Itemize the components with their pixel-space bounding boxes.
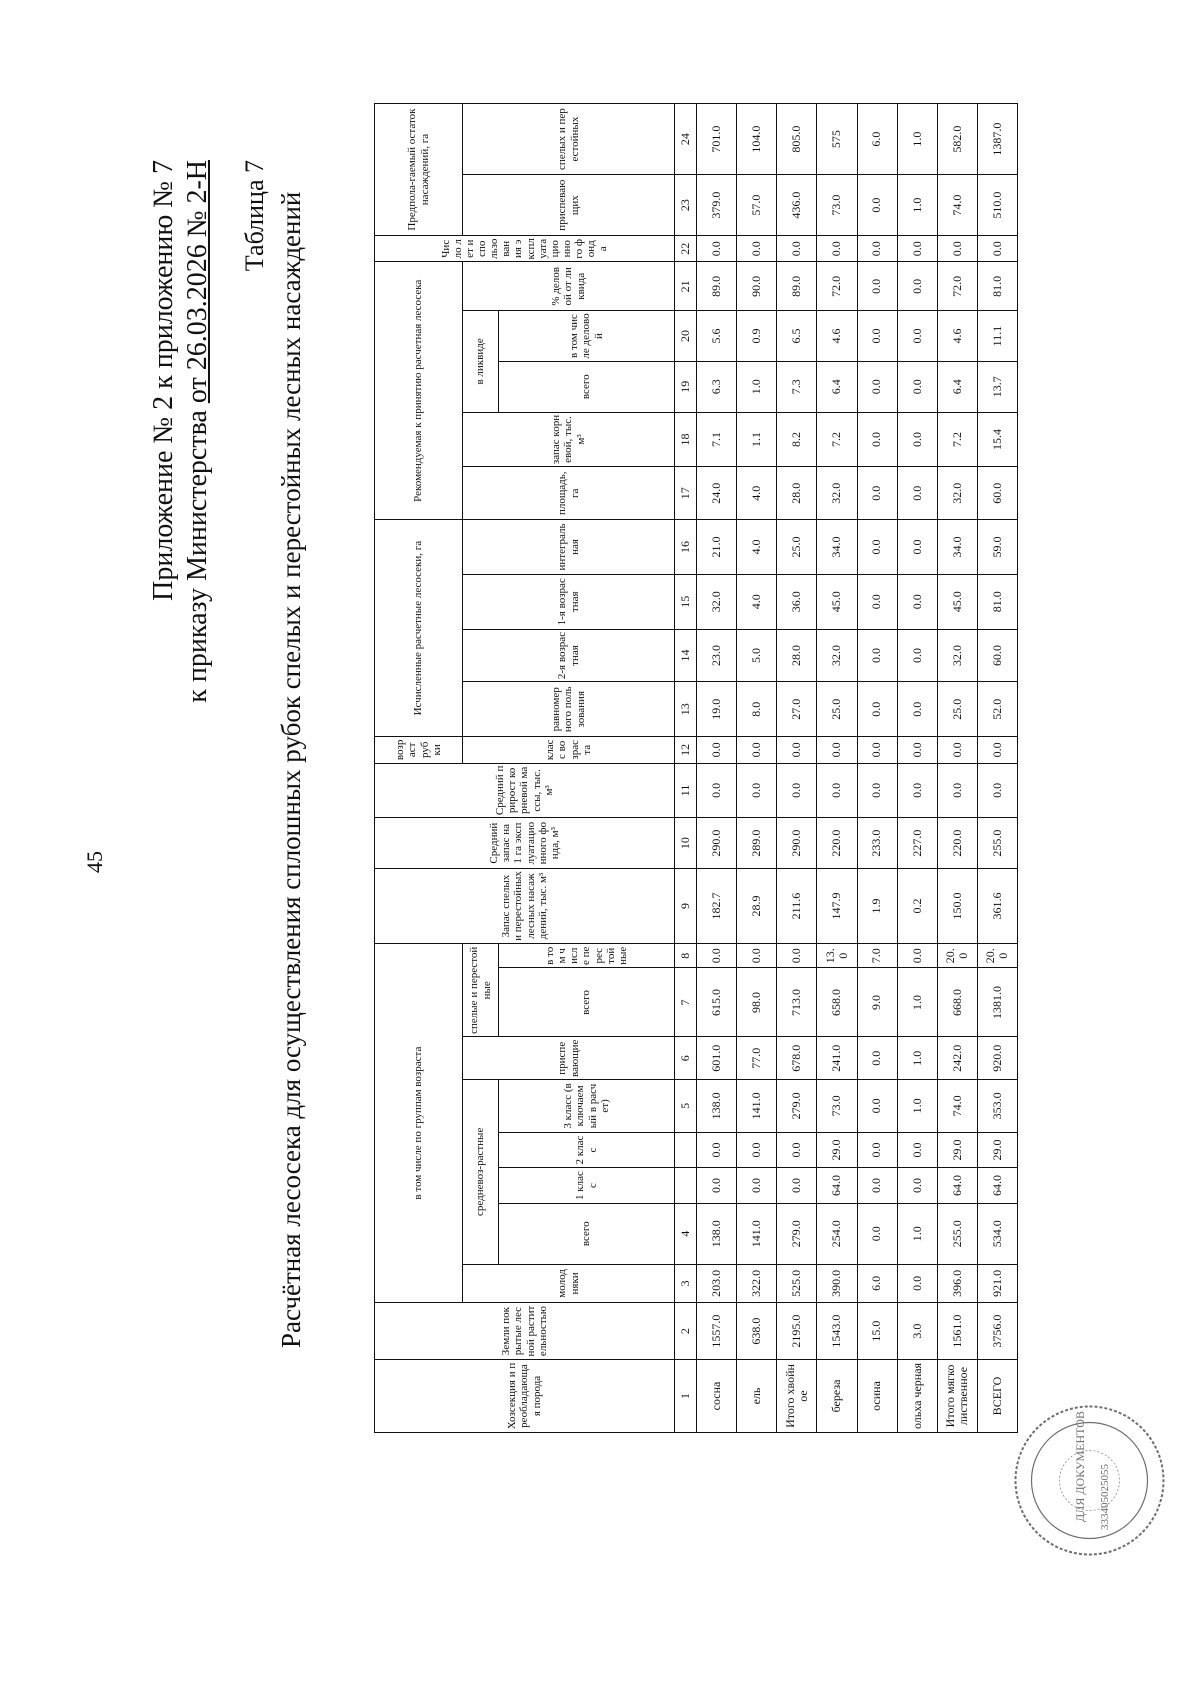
table-cell: 13.0 <box>817 944 857 968</box>
table-cell: 182.7 <box>697 869 737 944</box>
header-liquid-all: всего <box>499 361 675 412</box>
table-cell: 0.0 <box>857 1037 897 1080</box>
table-cell: 7.0 <box>857 944 897 968</box>
table-cell: 0.0 <box>857 262 897 311</box>
table-cell: 0.0 <box>897 944 937 968</box>
table-cell: 0.0 <box>857 412 897 467</box>
table-cell: 150.0 <box>937 869 977 944</box>
table-cell: 1.0 <box>897 968 937 1037</box>
table-cell: 7.2 <box>937 412 977 467</box>
column-number: 5 <box>675 1080 697 1133</box>
table-cell: 8.2 <box>777 412 817 467</box>
header-premature: приспевающие <box>463 1037 675 1080</box>
table-cell: 1381.0 <box>977 968 1017 1037</box>
table-cell: 353.0 <box>977 1080 1017 1133</box>
table-cell: 20.0 <box>937 944 977 968</box>
table-cell: 64.0 <box>937 1168 977 1204</box>
table-cell: 1561.0 <box>937 1303 977 1360</box>
table-cell: 32.0 <box>697 574 737 629</box>
table-cell: 678.0 <box>777 1037 817 1080</box>
table-cell: 0.0 <box>897 311 937 362</box>
table-cell: 575 <box>817 104 857 175</box>
table-cell: 0.0 <box>897 737 937 763</box>
table-cell: 64.0 <box>977 1168 1017 1204</box>
table-cell: 0.0 <box>857 175 897 236</box>
table-cell: 0.0 <box>697 236 737 262</box>
species-label: ольха черная <box>897 1359 937 1432</box>
table-cell: 32.0 <box>937 629 977 682</box>
column-number: 24 <box>675 104 697 175</box>
species-label: Итого хвойное <box>777 1359 817 1432</box>
table-cell: 15.0 <box>857 1303 897 1360</box>
table-cell: 19.0 <box>697 682 737 737</box>
header-middle-all: всего <box>499 1203 675 1264</box>
species-label: береза <box>817 1359 857 1432</box>
table-cell: 36.0 <box>777 574 817 629</box>
table-row <box>937 104 977 1433</box>
table-cell: 436.0 <box>777 175 817 236</box>
table-cell: 24.0 <box>697 467 737 520</box>
column-number: 15 <box>675 574 697 629</box>
header-middle-class2: 2 класс <box>499 1132 675 1168</box>
column-number: 17 <box>675 467 697 520</box>
header-avg-growth: Средний прирост корневой массы, тыс. м³ <box>375 763 675 818</box>
table-cell: 90.0 <box>737 262 777 311</box>
table-cell: 242.0 <box>937 1037 977 1080</box>
column-number: 10 <box>675 818 697 869</box>
table-cell: 638.0 <box>737 1303 777 1360</box>
column-number: 16 <box>675 520 697 575</box>
table-cell: 0.0 <box>857 1132 897 1168</box>
table-cell: 141.0 <box>737 1080 777 1133</box>
table-cell: 601.0 <box>697 1037 737 1080</box>
table-cell: 0.0 <box>697 737 737 763</box>
table-cell: 0.0 <box>857 467 897 520</box>
header-middle-age: средневоз-растные <box>463 1080 499 1265</box>
header-young: молодняки <box>463 1264 675 1303</box>
header-business-percent: % деловой от ликвида <box>463 262 675 311</box>
header-calc-first-age: 1-я возрастная <box>463 574 675 629</box>
table-cell: 0.0 <box>697 1132 737 1168</box>
table-cell: 0.0 <box>897 361 937 412</box>
column-number: 19 <box>675 361 697 412</box>
table-cell: 0.0 <box>897 574 937 629</box>
table-cell: 138.0 <box>697 1080 737 1133</box>
table-cell: 13.7 <box>977 361 1017 412</box>
table-cell: 0.0 <box>737 1132 777 1168</box>
header-recommended-group: Рекомендуемая к принятию расчетная лесосека <box>375 262 463 520</box>
table-cell: 1.9 <box>857 869 897 944</box>
table-cell: 1.0 <box>737 361 777 412</box>
column-number: 21 <box>675 262 697 311</box>
table-cell: 0.0 <box>897 467 937 520</box>
table-cell: 510.0 <box>977 175 1017 236</box>
species-label: ель <box>737 1359 777 1432</box>
table-cell: 0.0 <box>777 236 817 262</box>
table-cell: 7.1 <box>697 412 737 467</box>
column-number: 8 <box>675 944 697 968</box>
header-land: Земли покрытые лесной растительностью <box>375 1303 675 1360</box>
column-number: 22 <box>675 236 697 262</box>
table-cell: 0.0 <box>937 236 977 262</box>
table-cell: 89.0 <box>697 262 737 311</box>
table-cell: 45.0 <box>817 574 857 629</box>
table-cell: 361.6 <box>977 869 1017 944</box>
table-cell: 0.0 <box>897 682 937 737</box>
column-number-row <box>675 104 697 1433</box>
table-cell: 60.0 <box>977 629 1017 682</box>
stamp-number: 333405025055 <box>1099 1464 1111 1530</box>
species-label: сосна <box>697 1359 737 1432</box>
table-cell: 7.2 <box>817 412 857 467</box>
table-cell: 0.0 <box>697 763 737 818</box>
table-cell: 668.0 <box>937 968 977 1037</box>
table-cell: 0.0 <box>937 737 977 763</box>
table-cell: 34.0 <box>817 520 857 575</box>
table-cell: 0.0 <box>897 262 937 311</box>
table-cell: 74.0 <box>937 1080 977 1133</box>
table-cell: 1.0 <box>897 1037 937 1080</box>
header-years-use: Число лет использования эксплуатационного фонда <box>375 236 675 262</box>
table-cell: 0.0 <box>857 1203 897 1264</box>
table-cell: 0.0 <box>857 574 897 629</box>
table-cell: 0.0 <box>737 236 777 262</box>
table-cell: 920.0 <box>977 1037 1017 1080</box>
column-number <box>675 1132 697 1168</box>
header-age-class: класс возраста <box>463 737 675 763</box>
table-cell: 3756.0 <box>977 1303 1017 1360</box>
table-cell: 0.0 <box>777 763 817 818</box>
table-cell: 220.0 <box>817 818 857 869</box>
table-cell: 0.0 <box>777 944 817 968</box>
column-number: 2 <box>675 1303 697 1360</box>
column-number: 23 <box>675 175 697 236</box>
table-cell: 701.0 <box>697 104 737 175</box>
table-cell: 104.0 <box>737 104 777 175</box>
table-cell: 5.0 <box>737 629 777 682</box>
table-cell: 0.0 <box>977 737 1017 763</box>
table-cell: 0.0 <box>857 311 897 362</box>
table-cell: 255.0 <box>977 818 1017 869</box>
table-cell: 525.0 <box>777 1264 817 1303</box>
table-cell: 0.0 <box>777 1132 817 1168</box>
table-cell: 255.0 <box>937 1203 977 1264</box>
table-cell: 0.0 <box>977 236 1017 262</box>
table-cell: 4.6 <box>817 311 857 362</box>
table-cell: 138.0 <box>697 1203 737 1264</box>
table-cell: 34.0 <box>937 520 977 575</box>
header-liquid-business: в том числе деловой <box>499 311 675 362</box>
species-label: ВСЕГО <box>977 1359 1017 1432</box>
table-cell: 32.0 <box>937 467 977 520</box>
table-cell: 0.0 <box>857 520 897 575</box>
table-cell: 4.6 <box>937 311 977 362</box>
table-cell: 0.0 <box>897 1132 937 1168</box>
header-rec-area: площадь, га <box>463 467 675 520</box>
table-cell: 1.1 <box>737 412 777 467</box>
header-residual-premature: приспевающих <box>463 175 675 236</box>
table-cell: 211.6 <box>777 869 817 944</box>
table-cell: 28.0 <box>777 629 817 682</box>
table-cell: 11.1 <box>977 311 1017 362</box>
header-liquid-group: в ликвиде <box>463 311 499 412</box>
table-cell: 64.0 <box>817 1168 857 1204</box>
header-stock-mature: Запас спелых и перестойных лесных насаждений, тыс. м³ <box>375 869 675 944</box>
header-calc-integral: интегральная <box>463 520 675 575</box>
table-cell: 0.0 <box>817 737 857 763</box>
species-label: осина <box>857 1359 897 1432</box>
table-cell: 72.0 <box>817 262 857 311</box>
header-middle-class1: 1 класс <box>499 1168 675 1204</box>
table-cell: 0.2 <box>897 869 937 944</box>
table-cell: 8.0 <box>737 682 777 737</box>
table-cell: 0.0 <box>857 1168 897 1204</box>
table-cell: 1387.0 <box>977 104 1017 175</box>
appendix-header-line2 <box>182 160 214 703</box>
table-cell: 0.0 <box>697 944 737 968</box>
table-cell: 289.0 <box>737 818 777 869</box>
table-cell: 0.0 <box>897 763 937 818</box>
table-cell: 25.0 <box>817 682 857 737</box>
table-cell: 0.0 <box>897 629 937 682</box>
table-cell: 32.0 <box>817 467 857 520</box>
table-cell: 322.0 <box>737 1264 777 1303</box>
table-cell: 5.6 <box>697 311 737 362</box>
table-cell: 6.5 <box>777 311 817 362</box>
table-cell: 582.0 <box>937 104 977 175</box>
table-cell: 0.0 <box>737 944 777 968</box>
table-cell: 0.0 <box>897 236 937 262</box>
column-number: 12 <box>675 737 697 763</box>
table-cell: 20.0 <box>977 944 1017 968</box>
table-cell: 534.0 <box>977 1203 1017 1264</box>
table-cell: 7.3 <box>777 361 817 412</box>
appendix-header-line1: Приложение № 2 к приложению № 7 <box>148 160 179 601</box>
table-cell: 0.0 <box>857 1080 897 1133</box>
table-cell: 0.0 <box>857 361 897 412</box>
header-species: Хозсекция и преобладающая порода <box>375 1359 675 1432</box>
header-residual-group: Предпола-гаемый остаток насаждений, га <box>375 104 463 236</box>
table-cell: 203.0 <box>697 1264 737 1303</box>
header-cut-age: возраст рубки <box>375 737 463 763</box>
table-cell: 29.0 <box>977 1132 1017 1168</box>
table-cell: 615.0 <box>697 968 737 1037</box>
table-cell: 921.0 <box>977 1264 1017 1303</box>
column-number <box>675 1168 697 1204</box>
stamp-seal <box>1012 1403 1167 1558</box>
header-rec-stock: запас корневой, тыс. м³ <box>463 412 675 467</box>
table-cell: 73.0 <box>817 1080 857 1133</box>
table-row <box>737 104 777 1433</box>
table-cell: 59.0 <box>977 520 1017 575</box>
table-cell: 52.0 <box>977 682 1017 737</box>
header-calc-group: Исчисленные расчетные лесосеки, га <box>375 520 463 737</box>
species-label: Итого мягколиственное <box>937 1359 977 1432</box>
table-cell: 27.0 <box>777 682 817 737</box>
table-cell: 0.9 <box>737 311 777 362</box>
order-date-number: от 26.03.2026 № 2-Н <box>182 160 213 404</box>
table-cell: 805.0 <box>777 104 817 175</box>
table-cell: 0.0 <box>857 737 897 763</box>
table-cell: 1.0 <box>897 1080 937 1133</box>
table-cell: 0.0 <box>777 1168 817 1204</box>
header-calc-second-age: 2-я возрастная <box>463 629 675 682</box>
table-cell: 279.0 <box>777 1203 817 1264</box>
table-cell: 279.0 <box>777 1080 817 1133</box>
table-cell: 6.4 <box>817 361 857 412</box>
table-cell: 0.0 <box>777 737 817 763</box>
table-cell: 4.0 <box>737 520 777 575</box>
table-row <box>977 104 1017 1433</box>
table-cell: 32.0 <box>817 629 857 682</box>
column-number: 13 <box>675 682 697 737</box>
table-cell: 290.0 <box>777 818 817 869</box>
table-cell: 1.0 <box>897 104 937 175</box>
table-row <box>697 104 737 1433</box>
table-title: Расчётная лесосека для осуществления сплошных рубок спелых и перестойных лесных насаждений <box>276 191 306 1348</box>
table-cell: 0.0 <box>977 763 1017 818</box>
table-cell: 4.0 <box>737 574 777 629</box>
table-cell: 73.0 <box>817 175 857 236</box>
order-reference: к приказу Министерства <box>182 403 213 703</box>
table-cell: 15.4 <box>977 412 1017 467</box>
table-cell: 89.0 <box>777 262 817 311</box>
table-cell: 241.0 <box>817 1037 857 1080</box>
table-cell: 29.0 <box>937 1132 977 1168</box>
table-cell: 0.0 <box>857 763 897 818</box>
header-overmature: в том числе перестойные <box>499 944 675 968</box>
header-mature-group: спелые и перестойные <box>463 944 499 1037</box>
table-cell: 0.0 <box>857 682 897 737</box>
column-number: 11 <box>675 763 697 818</box>
header-middle-class3: 3 класс (включаемый в расчет) <box>499 1080 675 1133</box>
table-cell: 6.4 <box>937 361 977 412</box>
table-row <box>817 104 857 1433</box>
column-number: 7 <box>675 968 697 1037</box>
table-cell: 77.0 <box>737 1037 777 1080</box>
table-cell: 45.0 <box>937 574 977 629</box>
table-cell: 6.3 <box>697 361 737 412</box>
table-body <box>697 104 1018 1433</box>
table-cell: 141.0 <box>737 1203 777 1264</box>
header-age-groups: в том числе по группам возраста <box>375 944 463 1303</box>
table-cell: 1.0 <box>897 175 937 236</box>
column-number: 9 <box>675 869 697 944</box>
table-row <box>897 104 937 1433</box>
table-cell: 147.9 <box>817 869 857 944</box>
table-cell: 25.0 <box>937 682 977 737</box>
table-cell: 0.0 <box>857 236 897 262</box>
table-cell: 0.0 <box>737 737 777 763</box>
table-cell: 713.0 <box>777 968 817 1037</box>
column-number: 20 <box>675 311 697 362</box>
table-cell: 1543.0 <box>817 1303 857 1360</box>
table-cell: 23.0 <box>697 629 737 682</box>
table-cell: 57.0 <box>737 175 777 236</box>
header-avg-stock: Средний запас на 1 га эксплуатационного фонда, м³ <box>375 818 675 869</box>
table-cell: 74.0 <box>937 175 977 236</box>
table-cell: 81.0 <box>977 574 1017 629</box>
page-number: 45 <box>82 851 107 873</box>
column-number: 6 <box>675 1037 697 1080</box>
table-cell: 0.0 <box>817 236 857 262</box>
table-cell: 6.0 <box>857 104 897 175</box>
table-cell: 3.0 <box>897 1303 937 1360</box>
header-residual-mature: спелых и перестойных <box>463 104 675 175</box>
table-cell: 21.0 <box>697 520 737 575</box>
table-cell: 233.0 <box>857 818 897 869</box>
table-cell: 2195.0 <box>777 1303 817 1360</box>
table-cell: 0.0 <box>737 763 777 818</box>
table-caption: Таблица 7 <box>240 160 269 272</box>
table-cell: 28.9 <box>737 869 777 944</box>
table-cell: 0.0 <box>817 763 857 818</box>
table-cell: 0.0 <box>857 629 897 682</box>
header-calc-uniform: равномерного пользования <box>463 682 675 737</box>
table-cell: 0.0 <box>897 412 937 467</box>
table-cell: 4.0 <box>737 467 777 520</box>
table-cell: 0.0 <box>697 1168 737 1204</box>
table-cell: 60.0 <box>977 467 1017 520</box>
table-cell: 390.0 <box>817 1264 857 1303</box>
table-cell: 0.0 <box>737 1168 777 1204</box>
table-cell: 658.0 <box>817 968 857 1037</box>
column-number: 18 <box>675 412 697 467</box>
table-row <box>857 104 897 1433</box>
column-number: 3 <box>675 1264 697 1303</box>
table-cell: 379.0 <box>697 175 737 236</box>
table-cell: 1.0 <box>897 1203 937 1264</box>
table-cell: 0.0 <box>897 1168 937 1204</box>
column-number: 14 <box>675 629 697 682</box>
column-number: 1 <box>675 1359 697 1432</box>
table-cell: 220.0 <box>937 818 977 869</box>
table-cell: 396.0 <box>937 1264 977 1303</box>
table-cell: 72.0 <box>937 262 977 311</box>
table-cell: 98.0 <box>737 968 777 1037</box>
table-cell: 25.0 <box>777 520 817 575</box>
column-number: 4 <box>675 1203 697 1264</box>
header-mature-all: всего <box>499 968 675 1037</box>
stamp-text: ДЛЯ ДОКУМЕНТОВ <box>1073 1411 1087 1522</box>
table-cell: 254.0 <box>817 1203 857 1264</box>
table-cell: 227.0 <box>897 818 937 869</box>
table-cell: 28.0 <box>777 467 817 520</box>
table-cell: 0.0 <box>897 1264 937 1303</box>
table-row <box>777 104 817 1433</box>
table-cell: 1557.0 <box>697 1303 737 1360</box>
data-table <box>374 103 1018 1433</box>
table-cell: 6.0 <box>857 1264 897 1303</box>
table-cell: 0.0 <box>937 763 977 818</box>
table-cell: 9.0 <box>857 968 897 1037</box>
table-cell: 81.0 <box>977 262 1017 311</box>
table-cell: 29.0 <box>817 1132 857 1168</box>
table-cell: 290.0 <box>697 818 737 869</box>
table-cell: 0.0 <box>897 520 937 575</box>
